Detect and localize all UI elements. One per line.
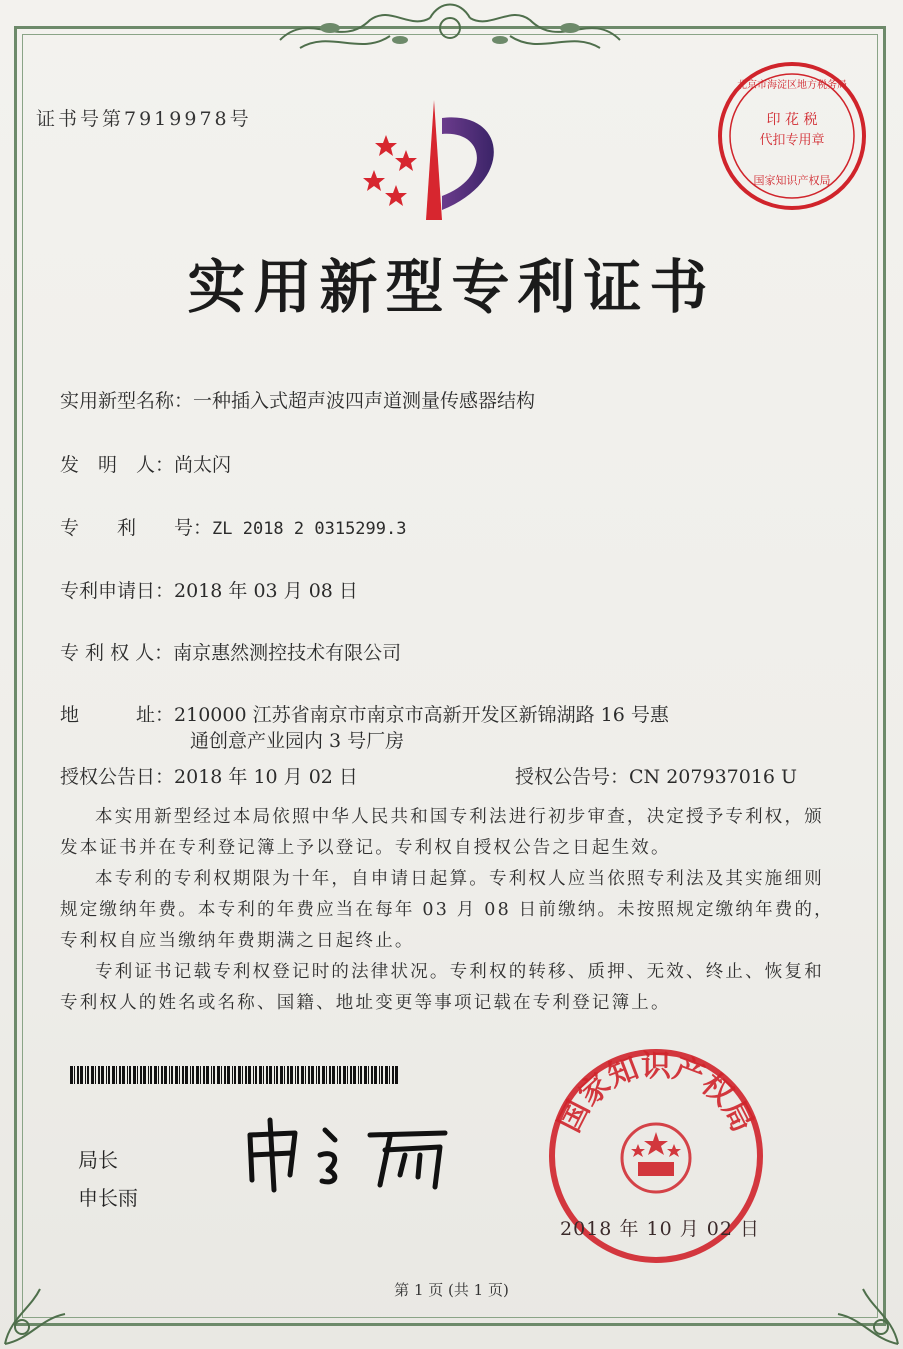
svg-text:印 花 税: 印 花 税 (766, 112, 818, 128)
barcode-bar (263, 1066, 264, 1084)
barcode-bar (122, 1066, 125, 1084)
barcode-bar (196, 1066, 199, 1084)
barcode-bar (95, 1066, 96, 1084)
field-inventor (60, 450, 231, 477)
paragraph: 本专利的专利权期限为十年，自申请日起算。专利权人应当依照专利法及其实施细则规定缴纳年费。本专利的年费应当在每年 03 月 08 日前缴纳。未按照规定缴纳年费的，专利权自应当缴纳年费期满之日起终止。 (60, 869, 834, 951)
barcode-bar (211, 1066, 212, 1084)
field-value: 南京惠然测控技术有限公司 (173, 642, 402, 664)
seal-ring-text: 国家知识产权局 (552, 1049, 760, 1138)
barcode-bar (371, 1066, 373, 1084)
barcode-bar (217, 1066, 220, 1084)
barcode-bar (274, 1066, 275, 1084)
cnipa-logo-icon (356, 100, 516, 225)
barcode-bar (116, 1066, 117, 1084)
barcode-bar (253, 1066, 254, 1084)
field-label: 专 利 号： (60, 517, 213, 539)
barcode-bar (164, 1066, 167, 1084)
barcode-bar (269, 1066, 272, 1084)
barcode-bar (305, 1066, 306, 1084)
barcode-bar (221, 1066, 222, 1084)
barcode-bar (358, 1066, 359, 1084)
field-label: 地 址： (60, 704, 175, 726)
barcode-bar (259, 1066, 262, 1084)
barcode-bar (161, 1066, 163, 1084)
barcode-bar (255, 1066, 257, 1084)
field-value: 尚太闪 (174, 454, 232, 476)
director-title: 局长 (78, 1148, 118, 1172)
page-footer: 第 1 页 (共 1 页) (394, 1281, 509, 1299)
field-filing-date (60, 576, 358, 603)
field-label: 专利申请日： (60, 580, 175, 602)
field-label: 授权公告号： (515, 766, 630, 788)
barcode-bar (364, 1066, 367, 1084)
barcode-bar (154, 1066, 157, 1084)
barcode-bar (381, 1066, 383, 1084)
field-value: 通创意产业园内 3 号厂房 (190, 730, 405, 752)
field-label: 发 明 人： (60, 454, 175, 476)
seal-date: 2018 年 10 月 02 日 (560, 1218, 760, 1240)
barcode-bar (353, 1066, 356, 1084)
barcode-bar (119, 1066, 121, 1084)
barcode-bar (395, 1066, 398, 1084)
barcode-bar (311, 1066, 314, 1084)
barcode-bar (392, 1066, 394, 1084)
field-grant-date (60, 762, 358, 789)
barcode-bar (379, 1066, 380, 1084)
barcode-bar (108, 1066, 110, 1084)
barcode-bar (284, 1066, 285, 1084)
barcode-bar (80, 1066, 83, 1084)
field-value: ZL 2018 2 0315299.3 (212, 519, 407, 539)
barcode-bar (158, 1066, 159, 1084)
barcode-bar (248, 1066, 251, 1084)
field-value: 2018 年 10 月 02 日 (174, 766, 358, 788)
director-signature (240, 1115, 460, 1195)
barcode-bar (316, 1066, 317, 1084)
barcode-bar (98, 1066, 100, 1084)
barcode-bar (389, 1066, 390, 1084)
svg-text:代扣专用章: 代扣专用章 (759, 133, 825, 148)
barcode-bar (169, 1066, 170, 1084)
barcode-bar (190, 1066, 191, 1084)
barcode-bar (101, 1066, 104, 1084)
barcode-bar (343, 1066, 346, 1084)
barcode-bar (206, 1066, 209, 1084)
barcode-bar (143, 1066, 146, 1084)
barcode-bar (213, 1066, 215, 1084)
barcode-bar (238, 1066, 241, 1084)
barcode-bar (87, 1066, 89, 1084)
field-address (60, 700, 669, 727)
barcode-bar (200, 1066, 201, 1084)
barcode-bar (179, 1066, 180, 1084)
field-value: 210000 江苏省南京市南京市高新开发区新锦湖路 16 号惠 (174, 704, 669, 726)
field-value: 一种插入式超声波四声道测量传感器结构 (193, 390, 536, 412)
barcode-bar (339, 1066, 341, 1084)
paragraph: 专利证书记载专利权登记时的法律状况。专利权的转移、质押、无效、终止、恢复和专利权人的姓名或名称、国籍、地址变更等事项记载在专利登记簿上。 (60, 962, 824, 1013)
barcode-bar (280, 1066, 283, 1084)
field-label: 实用新型名称： (60, 390, 194, 412)
field-value: CN 207937016 U (629, 766, 798, 788)
barcode-bar (70, 1066, 73, 1084)
barcode-bar (301, 1066, 304, 1084)
barcode-bar (374, 1066, 377, 1084)
field-value: 2018 年 03 月 08 日 (174, 580, 358, 602)
barcode-bar (77, 1066, 79, 1084)
field-patent-number (60, 513, 406, 540)
field-label: 授权公告日： (60, 766, 175, 788)
svg-text:北京市海淀区地方税务局: 北京市海淀区地方税务局 (737, 80, 847, 91)
barcode-bar (91, 1066, 94, 1084)
barcode-bar (287, 1066, 289, 1084)
barcode-bar (137, 1066, 138, 1084)
barcode-bar (112, 1066, 115, 1084)
barcode-bar (297, 1066, 299, 1084)
barcode-bar (232, 1066, 233, 1084)
barcode-bar (242, 1066, 243, 1084)
barcode-bar (360, 1066, 362, 1084)
barcode-bar (368, 1066, 369, 1084)
barcode-bar (329, 1066, 331, 1084)
field-model-name (60, 386, 535, 413)
barcode-bar (106, 1066, 107, 1084)
svg-text:国家知识产权局: 国家知识产权局 (753, 174, 831, 187)
barcode-icon (70, 1066, 400, 1084)
barcode-bar (127, 1066, 128, 1084)
barcode-bar (347, 1066, 348, 1084)
barcode-bar (182, 1066, 184, 1084)
barcode-bar (133, 1066, 136, 1084)
barcode-bar (266, 1066, 268, 1084)
certificate-body (60, 802, 840, 1019)
tax-stamp-icon (712, 56, 872, 216)
barcode-bar (276, 1066, 278, 1084)
barcode-bar (322, 1066, 325, 1084)
barcode-bar (175, 1066, 178, 1084)
field-address-line2 (190, 726, 404, 753)
barcode-bar (85, 1066, 86, 1084)
barcode-bar (337, 1066, 338, 1084)
barcode-bar (227, 1066, 230, 1084)
certificate-number: 证书号第7919978号 (36, 108, 252, 130)
barcode-bar (234, 1066, 236, 1084)
barcode-bar (224, 1066, 226, 1084)
barcode-bar (140, 1066, 142, 1084)
barcode-bar (150, 1066, 152, 1084)
barcode-bar (74, 1066, 75, 1084)
director-name: 申长雨 (78, 1186, 138, 1210)
certificate-title: 实用新型专利证书 (187, 253, 716, 321)
barcode-bar (148, 1066, 149, 1084)
field-label: 专 利 权 人： (60, 642, 174, 664)
barcode-bar (318, 1066, 320, 1084)
barcode-bar (350, 1066, 352, 1084)
paragraph: 本实用新型经过本局依照中华人民共和国专利法进行初步审查，决定授予专利权，颁发本证书并在专利登记簿上予以登记。专利权自授权公告之日起生效。 (60, 807, 824, 858)
barcode-bar (171, 1066, 173, 1084)
top-ornament-icon (270, 0, 630, 56)
barcode-bar (245, 1066, 247, 1084)
barcode-bar (129, 1066, 131, 1084)
barcode-bar (192, 1066, 194, 1084)
barcode-bar (326, 1066, 327, 1084)
field-patentee (60, 638, 401, 665)
barcode-bar (308, 1066, 310, 1084)
barcode-bar (290, 1066, 293, 1084)
barcode-bar (332, 1066, 335, 1084)
barcode-bar (385, 1066, 388, 1084)
field-grant-number (515, 762, 797, 789)
barcode-bar (295, 1066, 296, 1084)
barcode-bar (185, 1066, 188, 1084)
barcode-bar (203, 1066, 205, 1084)
